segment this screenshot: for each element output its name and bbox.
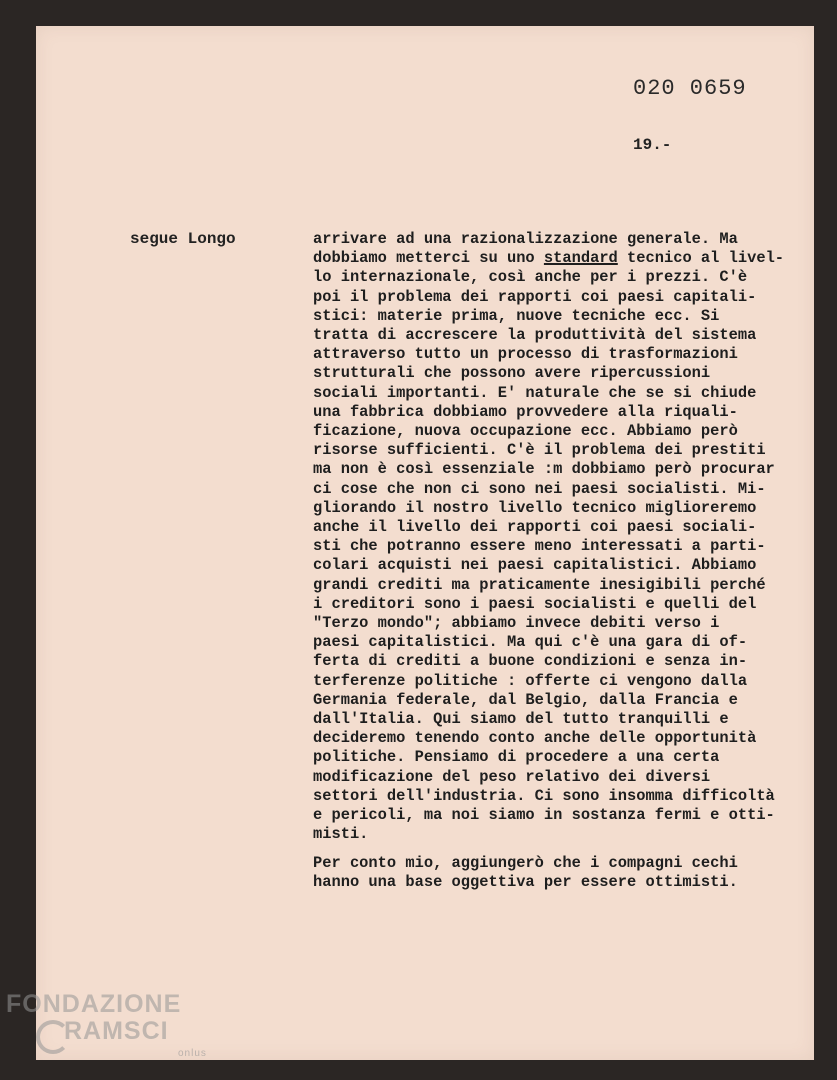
text-line: anche il livello dei rapporti coi paesi sociali- [313,518,757,537]
text-line: attraverso tutto un processo di trasformazioni [313,345,738,364]
text-line: politiche. Pensiamo di procedere a una certa [313,748,720,767]
body-text [313,230,803,892]
text-line: settori dell'industria. Ci sono insomma difficoltà [313,786,775,805]
text-line: "Terzo mondo"; abbiamo invece debiti verso i [313,614,720,633]
text-line: ferta di crediti a buone condizioni e senza in- [313,652,748,671]
text-line: sociali importanti. E' naturale che se si chiude [313,383,757,402]
text-line: hanno una base oggettiva per essere ottimisti. [313,872,738,891]
text-line: una fabbrica dobbiamo provvedere alla riquali- [313,402,738,421]
text-line: paesi capitalistici. Ma qui c'è una gara di of- [313,633,748,652]
text-line: gliorando il nostro livello tecnico miglioreremo [313,498,757,517]
text-line: poi il problema dei rapporti coi paesi capitali- [313,287,757,306]
text-line: Germania federale, dal Belgio, dalla Francia e [313,690,738,709]
text-line: decideremo tenendo conto anche delle opportunità [313,729,757,748]
watermark-line-1: FONDAZIONE [6,990,182,1018]
watermark-line-2 [6,1018,181,1044]
page-number: 19.- [633,136,672,154]
text-line: colari acquisti nei paesi capitalistici. Abbiamo [313,556,757,575]
text-line: ma non è così essenziale :m dobbiamo però procurar [313,460,775,479]
speaker-label: segue Longo [130,230,236,248]
text-line: Per conto mio, aggiungerò che i compagni cechi [313,853,738,872]
text-line: strutturali che possono avere ripercussioni [313,364,711,383]
fondazione-gramsci-watermark [6,990,181,1044]
text-line: ci cose che non ci sono nei paesi socialisti. Mi- [313,479,766,498]
text-line: ficazione, nuova occupazione ecc. Abbiamo però [313,422,738,441]
text-line-part: dobbiamo metterci su uno [313,249,544,268]
text-line: modificazione del peso relativo dei diversi [313,767,711,786]
text-line: dall'Italia. Qui siamo del tutto tranquilli e [313,710,729,729]
text-line-part: tecnico al livel- [617,249,785,268]
text-line: arrivare ad una razionalizzazione generale. Ma [313,230,738,248]
text-line: tratta di accrescere la produttività del sistema [313,326,757,345]
text-line: i creditori sono i paesi socialisti e quelli del [313,594,757,613]
gramsci-logo-icon [36,1020,70,1054]
watermark-line-2-text: RAMSCI [64,1017,169,1045]
text-line: stici: materie prima, nuove tecniche ecc. Si [313,306,720,325]
text-line: sti che potranno essere meno interessati a parti- [313,537,766,556]
text-line: e pericoli, ma noi siamo in sostanza fermi e otti- [313,806,775,825]
text-line: grandi crediti ma praticamente inesigibili perché [313,575,766,594]
paragraph-2 [313,854,803,892]
text-line [313,249,803,268]
archive-code: 020 0659 [633,76,747,101]
text-line: terferenze politiche : offerte ci vengono dalla [313,671,748,690]
text-line: misti. [313,825,369,844]
text-line: lo internazionale, così anche per i prezzi. C'è [313,268,748,287]
text-line: risorse sufficienti. C'è il problema dei prestiti [313,441,766,460]
underlined-word: standard [543,249,618,268]
paragraph-1 [313,230,803,845]
watermark-subtitle: onlus [178,1048,207,1059]
